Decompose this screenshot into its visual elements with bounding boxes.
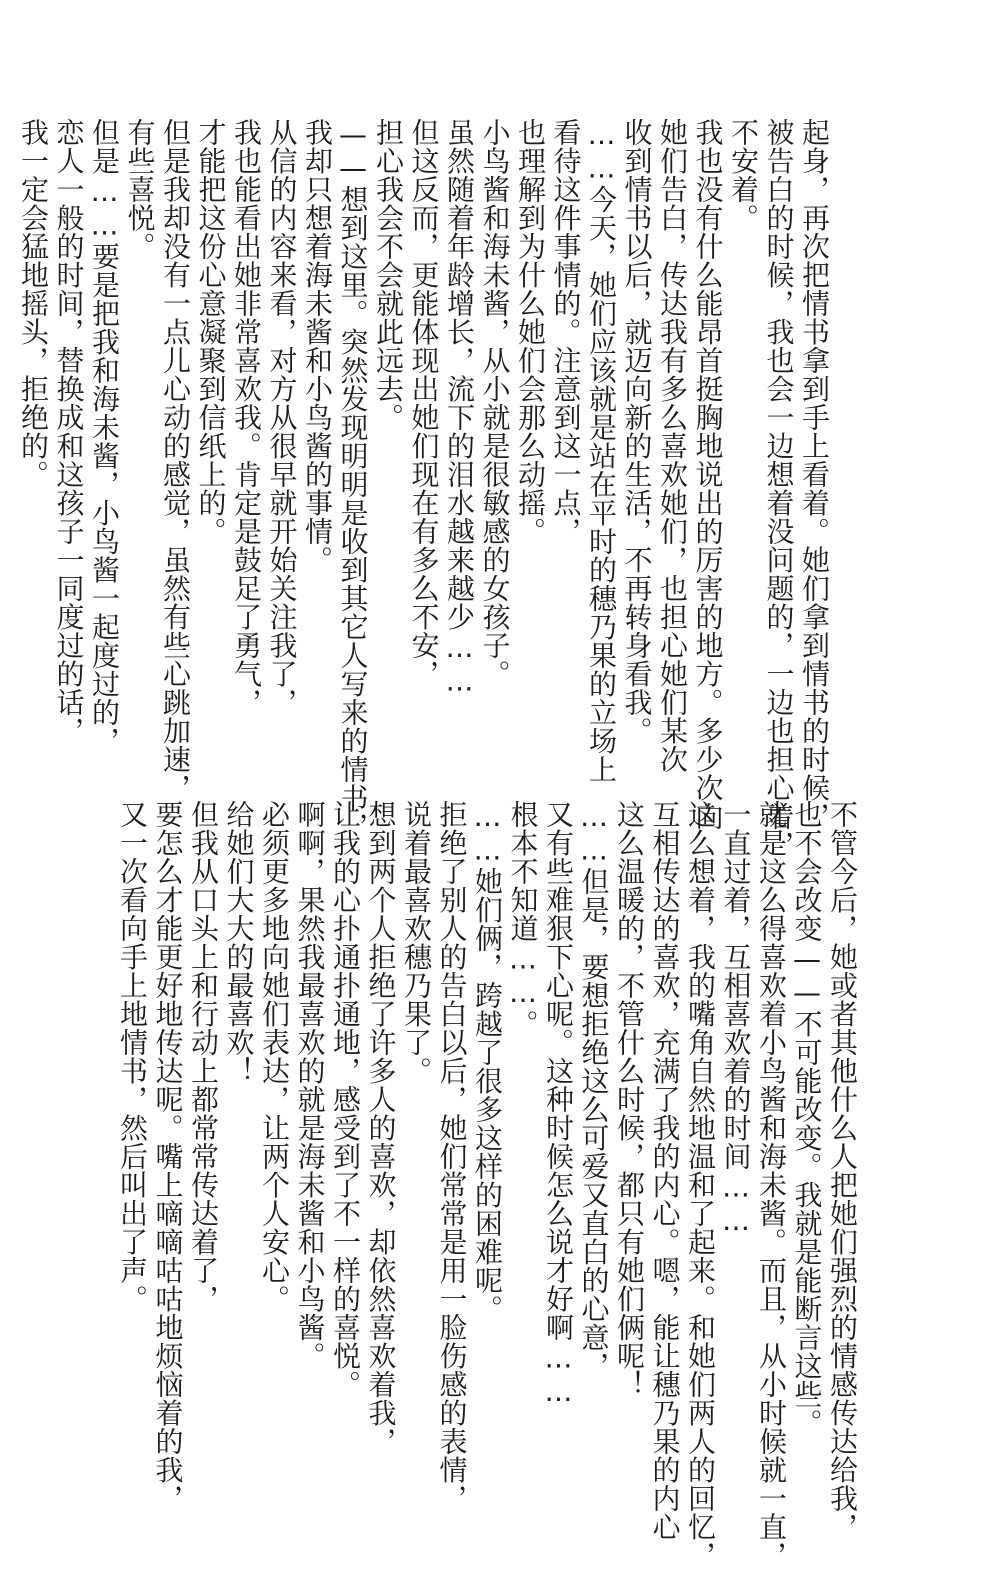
text-column: 想到两个人拒绝了许多人的喜欢，却依然喜欢着我， bbox=[364, 800, 398, 1456]
text-column: 不管今后，她或者其他什么人把她们强烈的情感传达给我， bbox=[826, 800, 859, 1541]
text-column: 啊啊，果然我最喜欢的就是海未酱和小鸟酱。 bbox=[293, 800, 327, 1370]
text-column: 从信的内容来看，对方从很早就开始关注我了， bbox=[265, 118, 299, 717]
text-column: 也不会改变——不可能改变。我就是能断言这些。 bbox=[790, 800, 824, 1437]
text-column: 就是这么得喜欢着小鸟酱和海未酱。而且，从小时候就一直， bbox=[755, 800, 788, 1570]
text-column: 不安着。 bbox=[727, 118, 760, 232]
text-column: 要怎么才能更好地传达呢。嘴上嘀嘀咕咕地烦恼着的我， bbox=[151, 800, 185, 1513]
text-column: 给她们大大的最喜欢！ bbox=[222, 800, 256, 1085]
text-column: 但是我却没有一点儿心动的感觉，虽然有些心跳加速， bbox=[159, 118, 192, 802]
text-column: 虽然随着年龄增长，流下的泪水越来越少…… bbox=[443, 118, 476, 698]
text-column: 让我的心扑通扑通地，感受到了不一样的喜悦。 bbox=[329, 800, 362, 1399]
lower-text-block bbox=[116, 800, 860, 1570]
text-column: 又一次看向手上地情书，然后叫出了声。 bbox=[116, 800, 149, 1313]
text-column: 看待这件事情的。注意到这一点， bbox=[549, 118, 583, 546]
text-column: ……她们俩，跨越了很多这样的困难呢。 bbox=[471, 800, 504, 1323]
text-column: 但我从口头上和行动上都常常传达着了， bbox=[187, 800, 220, 1313]
text-column: 被告白的时候，我也会一边想着没问题的，一边也担心着， bbox=[762, 118, 796, 859]
text-column: 担心我会不会就此远去。 bbox=[372, 118, 405, 432]
text-column: 我却只想着海未酱和小鸟酱的事情。 bbox=[301, 118, 334, 574]
text-column: 有些喜悦。 bbox=[123, 118, 157, 261]
text-column: 又有些难狠下心呢。这种时候怎么说才好啊…… bbox=[542, 800, 575, 1409]
text-column: 她们告白，传达我有多么喜欢她们，也担心她们某次 bbox=[656, 118, 689, 774]
text-column: 我也没有什么能昂首挺胸地说出的厉害的地方。多少次向 bbox=[691, 118, 725, 831]
text-column: 必须更多地向她们表达，让两个人安心。 bbox=[258, 800, 291, 1313]
text-column: 这么想着，我的嘴角自然地温和了起来。和她们两人的回忆， bbox=[684, 800, 717, 1570]
text-column: 恋人一般的时间，替换成和这孩子一同度过的话， bbox=[52, 118, 86, 745]
text-column: 才能把这份心意凝聚到信纸上的。 bbox=[194, 118, 228, 546]
text-column: 这么温暖的，不管什么时候，都只有她们俩呢！ bbox=[613, 800, 646, 1399]
text-column: ……今天，她们应该就是站在平时的穗乃果的立场上 bbox=[585, 118, 618, 784]
text-column: ……但是，要想拒绝这么可爱又直白的心意， bbox=[577, 800, 611, 1380]
text-column: 互相传达的喜欢，充满了我的内心。嗯，能让穗乃果的内心 bbox=[648, 800, 682, 1541]
text-column: 一直过着，互相喜欢着的时间…… bbox=[719, 800, 753, 1238]
text-column: 拒绝了别人的告白以后，她们常常是用一脸伤感的表情， bbox=[435, 800, 469, 1513]
text-column: 我一定会猛地摇头，拒绝的。 bbox=[17, 118, 50, 489]
text-column: 起身，再次把情书拿到手上看着。她们拿到情书的时候， bbox=[798, 118, 831, 831]
upper-text-block bbox=[17, 118, 832, 859]
text-column: 收到情书以后，就迈向新的生活，不再转身看我。 bbox=[620, 118, 654, 745]
text-column: 但是……要是把我和海未酱，小鸟酱一起度过的， bbox=[88, 118, 121, 755]
text-column: 也理解到为什么她们会那么动摇。 bbox=[514, 118, 547, 546]
text-column: 但这反而，更能体现出她们现在有多么不安， bbox=[407, 118, 441, 688]
text-column: 我也能看出她非常喜欢我。肯定是鼓足了勇气， bbox=[230, 118, 263, 717]
text-column: 小鸟酱和海未酱，从小就是很敏感的女孩子。 bbox=[478, 118, 512, 688]
text-column: 说着最喜欢穗乃果了。 bbox=[400, 800, 433, 1085]
text-column: ——想到这里。突然发现明明是收到其它人写来的情书， bbox=[336, 118, 370, 841]
text-column: 根本不知道……。 bbox=[506, 800, 540, 1038]
